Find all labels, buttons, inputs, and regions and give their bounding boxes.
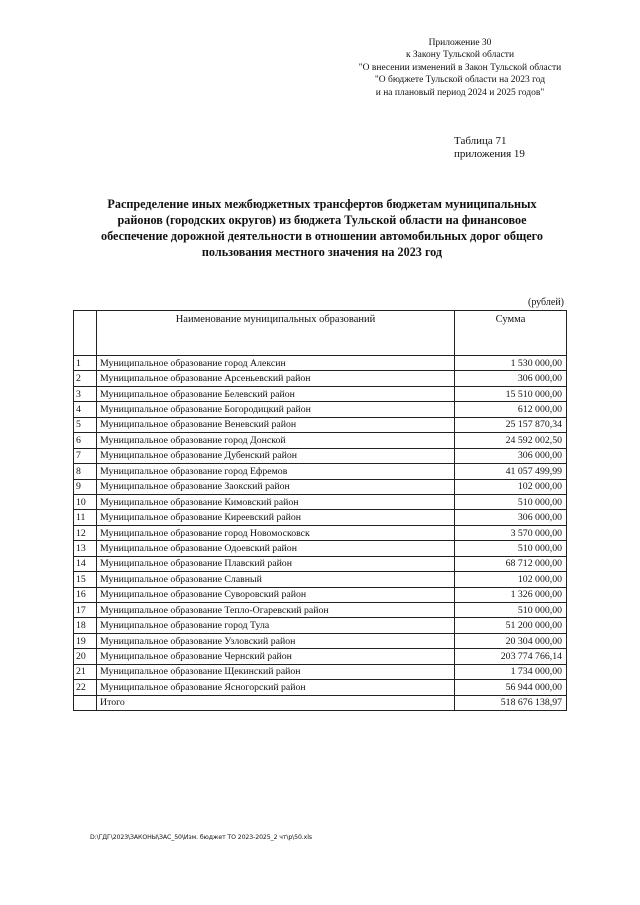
table-reference — [454, 135, 525, 161]
row-name: Муниципальное образование Ясногорский район — [97, 680, 455, 695]
row-name: Муниципальное образование город Тула — [97, 618, 455, 633]
row-name: Муниципальное образование Чернский район — [97, 649, 455, 664]
row-sum: 20 304 000,00 — [455, 633, 567, 648]
table-row — [74, 664, 567, 679]
row-name: Муниципальное образование Кимовский район — [97, 494, 455, 509]
row-name: Муниципальное образование Тепло-Огаревский район — [97, 603, 455, 618]
appendix-line: и на плановый период 2024 и 2025 годов" — [375, 87, 545, 98]
total-number-cell — [74, 695, 97, 710]
row-number: 10 — [74, 494, 97, 509]
row-number: 6 — [74, 433, 97, 448]
row-sum: 68 712 000,00 — [455, 556, 567, 571]
row-number: 9 — [74, 479, 97, 494]
table-row — [74, 494, 567, 509]
appendix-line: Приложение 30 — [428, 38, 492, 48]
row-name: Муниципальное образование Дубенский район — [97, 448, 455, 463]
row-number: 18 — [74, 618, 97, 633]
row-name: Муниципальное образование город Алексин — [97, 356, 455, 371]
table-row — [74, 371, 567, 386]
row-number: 12 — [74, 525, 97, 540]
row-sum: 306 000,00 — [455, 448, 567, 463]
table-row — [74, 603, 567, 618]
row-number: 14 — [74, 556, 97, 571]
total-label: Итого — [97, 695, 455, 710]
file-path-footer: D:\ГДГ\2023\ЗАКОНЫ\ЗАС_50\Изм. бюджет ТО 2023-2025_2 чт\р\50.xls — [90, 834, 312, 841]
row-name: Муниципальное образование Узловский район — [97, 633, 455, 648]
table-row — [74, 541, 567, 556]
row-name: Муниципальное образование Суворовский район — [97, 587, 455, 602]
row-number: 19 — [74, 633, 97, 648]
row-sum: 102 000,00 — [455, 479, 567, 494]
row-name: Муниципальное образование Богородицкий район — [97, 402, 455, 417]
row-sum: 306 000,00 — [455, 510, 567, 525]
table-row — [74, 402, 567, 417]
header-name-cell: Наименование муниципальных образований — [97, 311, 455, 356]
table-row — [74, 618, 567, 633]
table-row — [74, 448, 567, 463]
appendix-line: "О внесении изменений в Закон Тульской области — [358, 62, 562, 73]
row-sum: 1 326 000,00 — [455, 587, 567, 602]
row-number: 2 — [74, 371, 97, 386]
row-sum: 203 774 766,14 — [455, 649, 567, 664]
row-number: 22 — [74, 680, 97, 695]
row-name: Муниципальное образование Щекинский район — [97, 664, 455, 679]
row-number: 8 — [74, 464, 97, 479]
row-number: 7 — [74, 448, 97, 463]
row-sum: 3 570 000,00 — [455, 525, 567, 540]
units-label: (рублей) — [527, 297, 564, 308]
row-sum: 510 000,00 — [455, 603, 567, 618]
table-number: Таблица 71 — [454, 135, 507, 147]
table-row — [74, 680, 567, 695]
row-number: 21 — [74, 664, 97, 679]
appendix-line: к Закону Тульской области — [405, 50, 515, 61]
total-sum: 518 676 138,97 — [455, 695, 567, 710]
appendix-header — [330, 37, 590, 99]
row-number: 20 — [74, 649, 97, 664]
row-number: 3 — [74, 386, 97, 401]
row-name: Муниципальное образование Белевский район — [97, 386, 455, 401]
row-sum: 25 157 870,34 — [455, 417, 567, 432]
row-number: 4 — [74, 402, 97, 417]
header-sum-cell: Сумма — [455, 311, 567, 356]
row-sum: 56 944 000,00 — [455, 680, 567, 695]
row-number: 1 — [74, 356, 97, 371]
table-row — [74, 479, 567, 494]
table-row — [74, 572, 567, 587]
row-name: Муниципальное образование Веневский район — [97, 417, 455, 432]
row-sum: 102 000,00 — [455, 572, 567, 587]
appendix-line: "О бюджете Тульской области на 2023 год — [374, 75, 546, 86]
table-body — [74, 356, 567, 696]
table-row — [74, 386, 567, 401]
row-name: Муниципальное образование Славный — [97, 572, 455, 587]
row-name: Муниципальное образование Плавский район — [97, 556, 455, 571]
table-row — [74, 510, 567, 525]
row-sum: 51 200 000,00 — [455, 618, 567, 633]
row-number: 17 — [74, 603, 97, 618]
row-sum: 1 530 000,00 — [455, 356, 567, 371]
row-name: Муниципальное образование город Новомосковск — [97, 525, 455, 540]
row-sum: 24 592 002,50 — [455, 433, 567, 448]
table-row — [74, 587, 567, 602]
table-row — [74, 633, 567, 648]
row-sum: 15 510 000,00 — [455, 386, 567, 401]
row-sum: 510 000,00 — [455, 494, 567, 509]
row-sum: 612 000,00 — [455, 402, 567, 417]
row-name: Муниципальное образование Одоевский район — [97, 541, 455, 556]
table-row — [74, 417, 567, 432]
table-row — [74, 433, 567, 448]
row-sum: 306 000,00 — [455, 371, 567, 386]
row-name: Муниципальное образование город Ефремов — [97, 464, 455, 479]
table-row — [74, 525, 567, 540]
table-row — [74, 649, 567, 664]
row-sum: 510 000,00 — [455, 541, 567, 556]
table-row — [74, 356, 567, 371]
table-row — [74, 556, 567, 571]
row-name: Муниципальное образование город Донской — [97, 433, 455, 448]
row-number: 11 — [74, 510, 97, 525]
transfers-table — [73, 310, 567, 711]
total-row — [74, 695, 567, 710]
appendix-number: приложения 19 — [454, 148, 525, 160]
row-sum: 1 734 000,00 — [455, 664, 567, 679]
table-header-row — [74, 311, 567, 356]
header-number-cell — [74, 311, 97, 356]
row-name: Муниципальное образование Заокский район — [97, 479, 455, 494]
row-sum: 41 057 499,99 — [455, 464, 567, 479]
row-number: 15 — [74, 572, 97, 587]
row-number: 16 — [74, 587, 97, 602]
document-title: Распределение иных межбюджетных трансфертов бюджетам муниципальных районов (городских округов) из бюджета Тульской области на финансовое обеспечение дорожной деятельности в отношении автомобильных дорог общего пользования местного значения на 2023 год — [101, 197, 543, 259]
row-name: Муниципальное образование Арсеньевский район — [97, 371, 455, 386]
row-number: 5 — [74, 417, 97, 432]
row-number: 13 — [74, 541, 97, 556]
row-name: Муниципальное образование Киреевский район — [97, 510, 455, 525]
table-row — [74, 464, 567, 479]
